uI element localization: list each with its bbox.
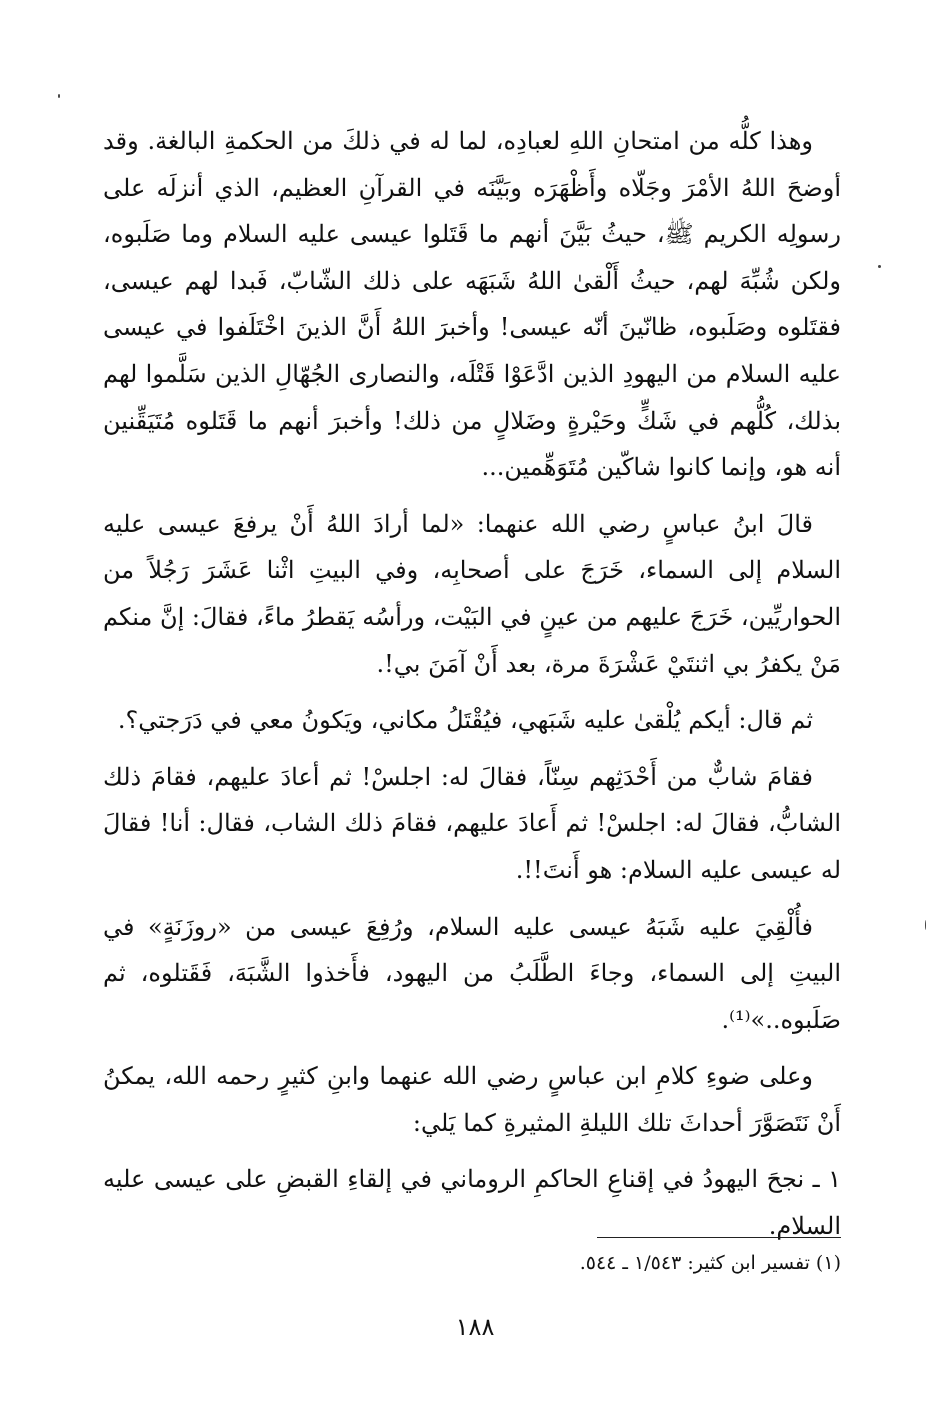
scan-speck [58, 94, 60, 98]
paragraph-6: وعلى ضوءِ كلامِ ابن عباسٍ رضي الله عنهما وابنِ كثيرٍ رحمه الله، يمكنُ أَنْ نَتَصَوَّرَ أحداثَ تلك الليلةِ المثيرةِ كما يَلي: [103, 1062, 841, 1137]
paragraph-5: فأُلْقِيَ عليه شَبَهُ عيسى عليه السلام، ورُفِعَ عيسى من «روزَنَةٍ» في البيتِ إلى السماء، وجاءَ الطَّلَبُ من اليهود، فأَخذوا الشَّبَهَ، فَقَتلوه، ثم صَلَبوه..»⁽¹⁾. [103, 912, 841, 1034]
scan-speck [925, 920, 926, 930]
footnote-divider [597, 1237, 841, 1238]
page-number: ١٨٨ [455, 1313, 495, 1341]
paragraph-3: ثم قال: أيكم يُلْقىٰ عليه شَبَهي، فيُقْتَلُ مكاني، ويَكونُ معي في دَرَجتي؟. [117, 706, 813, 735]
paragraph-2: قالَ ابنُ عباسٍ رضي الله عنهما: «لما أرادَ اللهُ أَنْ يرفعَ عيسى عليه السلام إلى السماء، خَرَجَ على أصحابِه، وفي البيتِ اثْنا عَشَرَ رَجُلاً من الحواريِّين، خَرَجَ عليهم من عينٍ في البَيْت، ورأسُه يَقطرُ ماءً، فقالَ: إنَّ منكم مَنْ يكفرُ بي اثنتَيْ عَشْرَةَ مرة، بعد أَنْ آمَنَ بي!. [103, 509, 841, 678]
paragraph-1: وهذا كلُّه من امتحانِ اللهِ لعبادِه، لما له في ذلكَ من الحكمةِ البالغة. وقد أوضحَ اللهُ الأمْرَ وجَلّاه وأَظْهَرَه وبَيَّنَه في القرآنِ العظيم، الذي أنزلَه على رسولِه الكريم ﷺ، حيثُ بَيَّنَ أنهم ما قَتَلوا عيسى عليه السلام وما صَلَبوه، ولكن شُبِّهَ لهم، حيثُ أَلْقىٰ اللهُ شَبَهَه على ذلك الشّابّ، فَبدا لهم عيسى، فقتَلوه وصَلَبوه، ظانّينَ أنّه عيسى! وأخبرَ اللهُ أَنَّ الذينَ اخْتَلَفوا في عيسى عليه السلام من اليهودِ الذين ادَّعَوْا قَتْلَه، والنصارى الجُهّالِ الذين سَلَّموا لهم بذلك، كُلُّهم في شَكٍّ وحَيْرةٍ وضَلالٍ من ذلك! وأخبرَ أنهم ما قَتَلوه مُتَيَقِّنين أنه هو، وإنما كانوا شاكّين مُتَوَهِّمين... [103, 127, 841, 482]
paragraph-4: فقامَ شابٌّ من أَحْدَثِهم سِنّاً، فقالَ له: اجلسْ! ثم أعادَ عليهم، فقامَ ذلك الشابُّ، فقالَ له: اجلسْ! ثم أَعادَ عليهم، فقامَ ذلك الشاب، فقال: أنا! فقالَ له عيسى عليه السلام: هو أَنتَ!!. [103, 762, 841, 884]
main-text [103, 118, 841, 1260]
scan-speck [878, 265, 881, 268]
footnote: (١) تفسير ابن كثير: ١/٥٤٣ ـ ٥٤٤. [579, 1252, 841, 1274]
paragraph-7-list-item: ١ ـ نجحَ اليهودُ في إقناعِ الحاكمِ الروماني في إلقاءِ القبضِ على عيسى عليه السلام. [103, 1165, 841, 1241]
